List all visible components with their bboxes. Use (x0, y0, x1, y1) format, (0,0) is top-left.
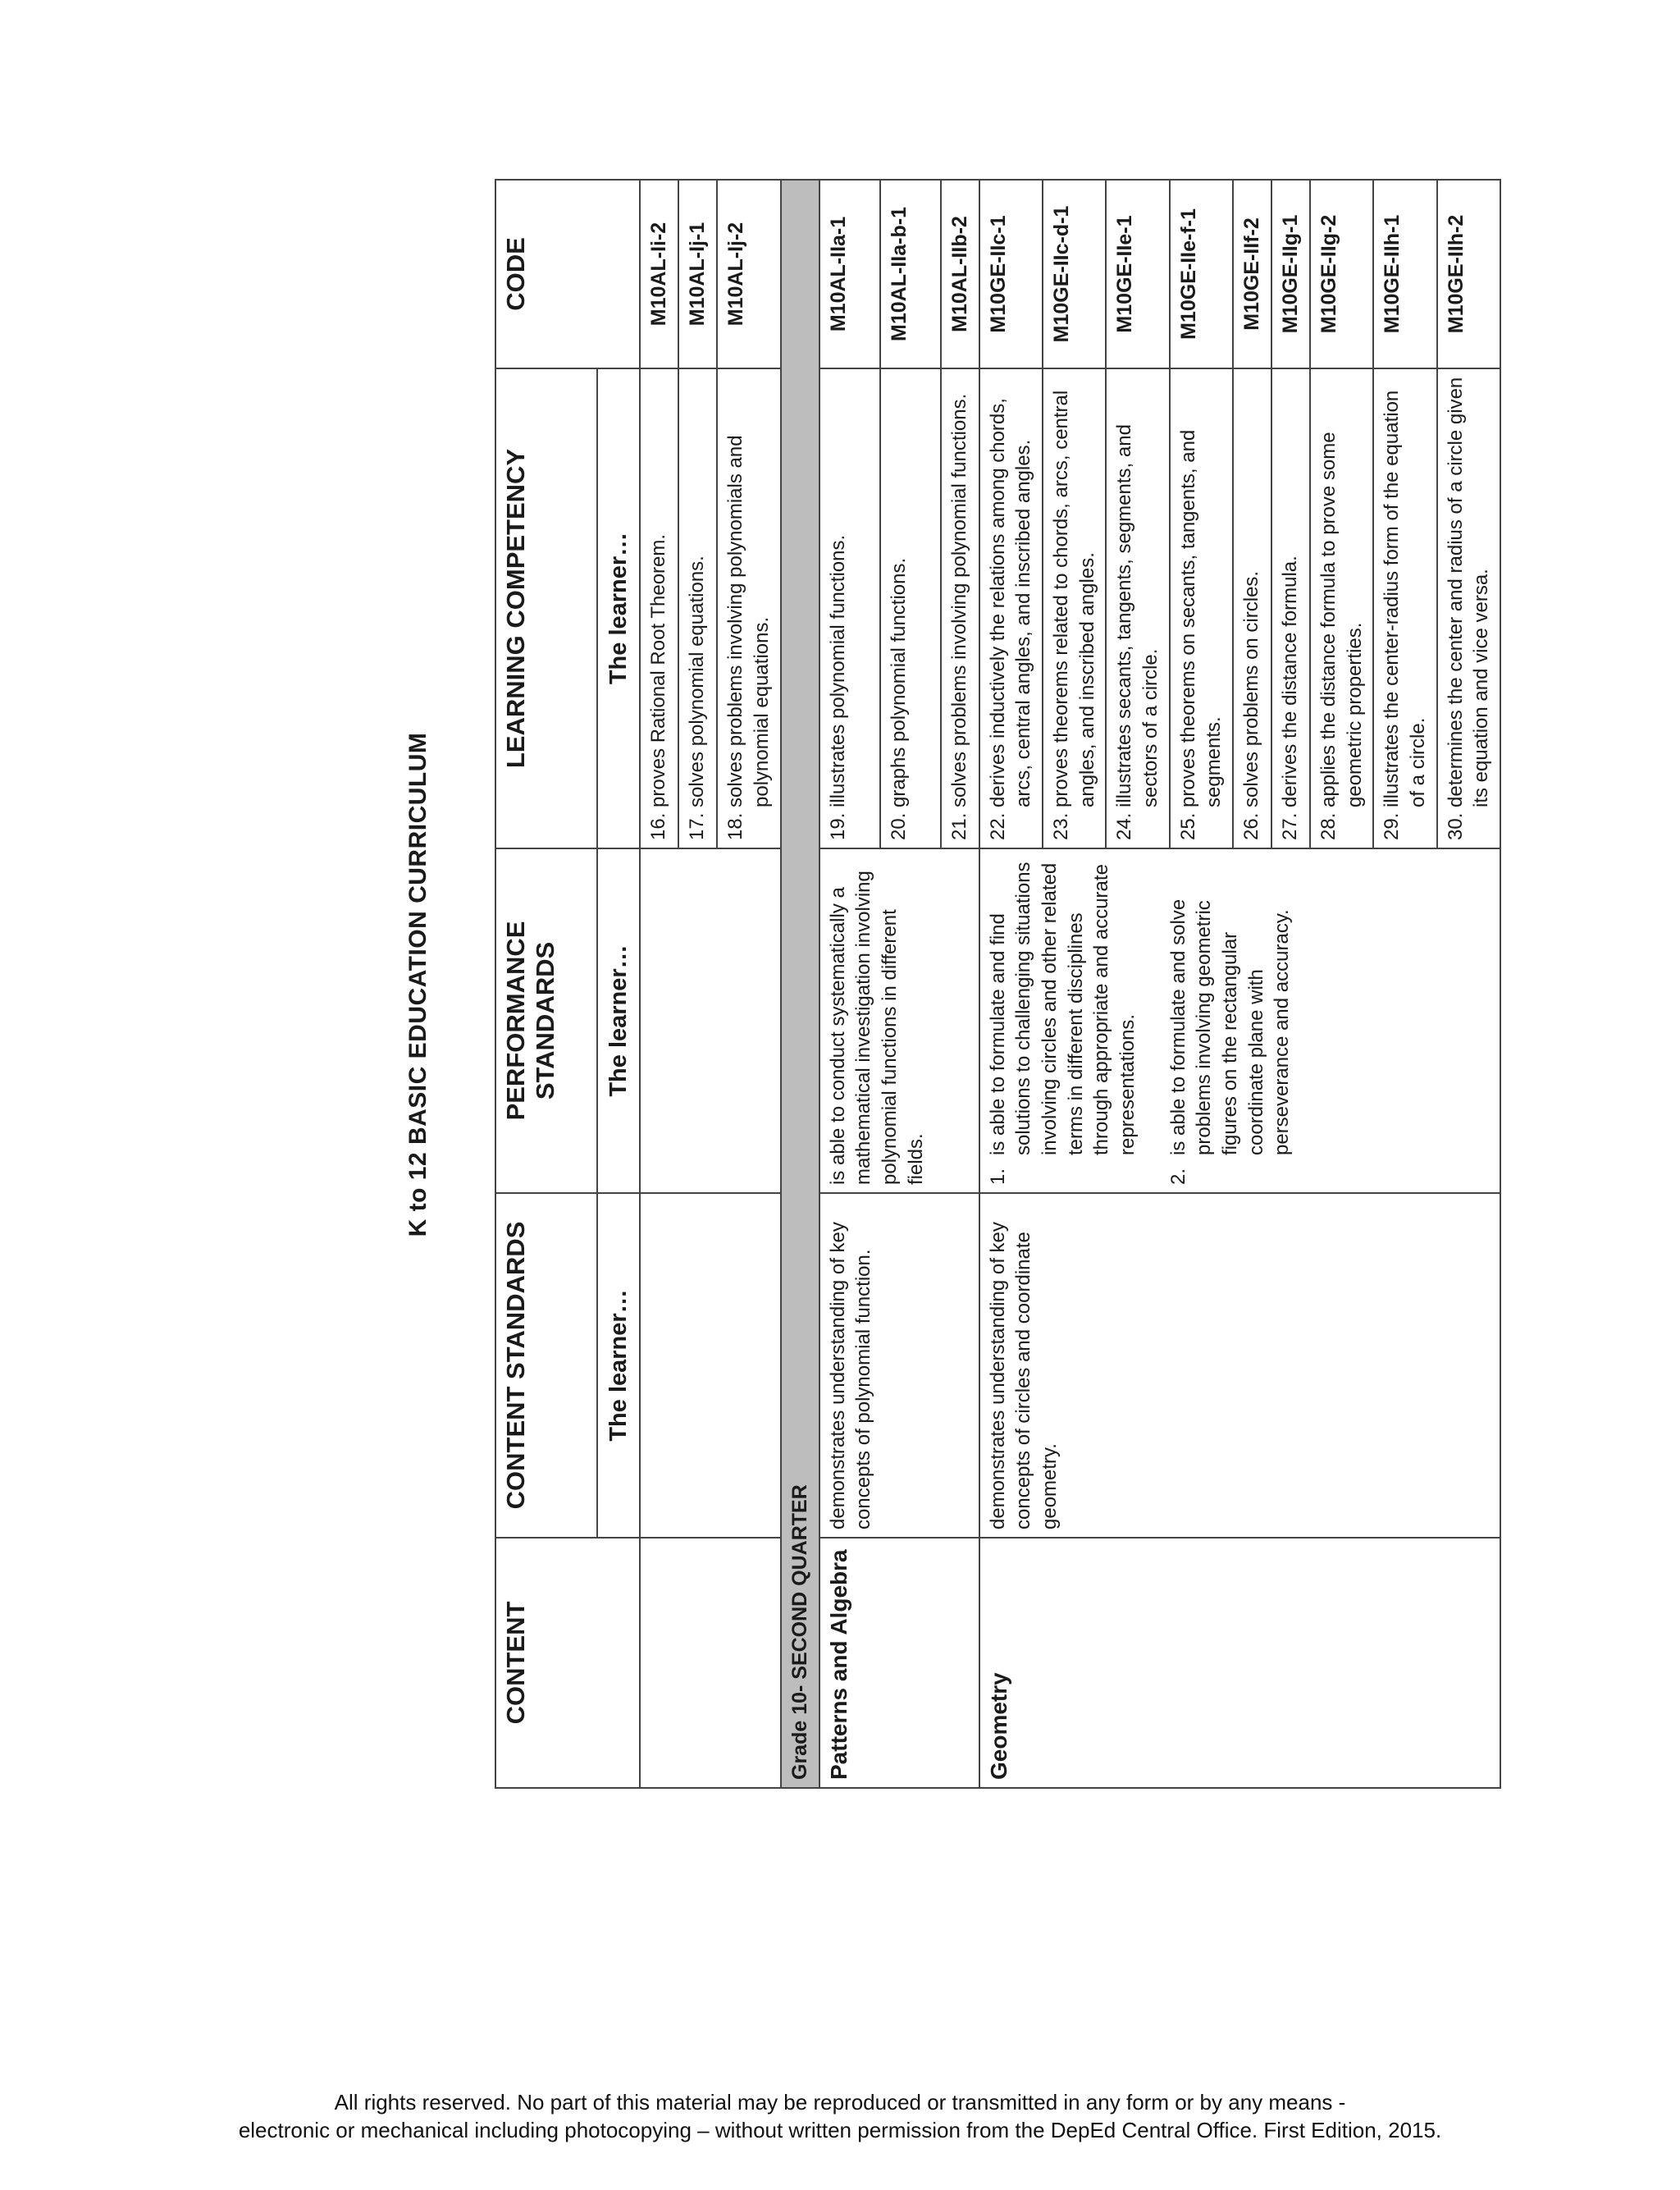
competency-cell (941, 368, 979, 848)
competency-number: 17. (686, 812, 709, 840)
competency-cell (1437, 368, 1500, 848)
competency-cell (1170, 368, 1233, 848)
competency-number: 28. (1317, 812, 1340, 840)
table-row (640, 180, 678, 1788)
quarter-label: Grade 10- SECOND QUARTER (781, 180, 819, 1788)
code-cell: M10GE-IIf-2 (1233, 180, 1271, 368)
code-cell: M10AL-IIa-1 (819, 180, 880, 368)
code-cell: M10GE-IIc-1 (979, 180, 1043, 368)
competency-text: illustrates secants, tangents, segments, and sectors of a circle. (1113, 424, 1162, 807)
competency-cell (880, 368, 941, 848)
competency-cell (1271, 368, 1310, 848)
code-cell: M10GE-IIg-1 (1271, 180, 1310, 368)
competency-number: 24. (1113, 812, 1136, 840)
empty-performance-standard-cell (640, 848, 780, 1193)
content-standard-patterns: demonstrates understanding of key concepts of polynomial function. (819, 1193, 979, 1538)
competency-text: determines the center and radius of a circle given its equation and vice versa. (1444, 377, 1493, 807)
competency-cell (979, 368, 1043, 848)
table-row (979, 180, 1043, 1788)
competency-text: graphs polynomial functions. (887, 557, 910, 807)
header-row (495, 180, 597, 1788)
competency-cell (1106, 368, 1169, 848)
competency-text: proves theorems on secants, tangents, and segments. (1176, 429, 1226, 807)
learner-label: The learner… (597, 1193, 640, 1538)
competency-cell (640, 368, 678, 848)
copyright-footer-line-2: electronic or mechanical including photocopying – without written permission from the DepEd Central Office. First Edition, 2015. (238, 2118, 1442, 2142)
competency-number: 21. (947, 812, 970, 840)
content-geometry: Geometry (979, 1538, 1500, 1788)
item-text: is able to formulate and find solutions to challenging situations involving circles and other related terms in different disciplines through appropriate and accurate representations. (986, 862, 1139, 1155)
item-number: 1. (986, 1168, 1009, 1185)
code-cell: M10AL-Ij-1 (678, 180, 717, 368)
learner-label: The learner… (597, 848, 640, 1193)
competency-text: derives inductively the relations among chords, arcs, central angles, and inscribed angles. (986, 398, 1035, 807)
competency-text: illustrates polynomial functions. (826, 534, 849, 807)
competency-cell (678, 368, 717, 848)
competency-cell (717, 368, 780, 848)
code-cell: M10GE-IIh-2 (1437, 180, 1500, 368)
competency-number: 29. (1381, 812, 1404, 840)
content-patterns-algebra: Patterns and Algebra (819, 1538, 979, 1788)
code-cell: M10AL-Ij-2 (717, 180, 780, 368)
code-cell: M10GE-IIc-d-1 (1043, 180, 1106, 368)
competency-cell (1373, 368, 1436, 848)
competency-text: solves problems on circles. (1239, 570, 1262, 807)
performance-standard-patterns: is able to conduct systematically a mathematical investigation involving polynomial functions in different fields. (819, 848, 979, 1193)
competency-text: proves Rational Root Theorem. (647, 533, 670, 807)
header-code: CODE (495, 180, 640, 368)
competency-number: 16. (647, 812, 670, 840)
competency-text: solves problems involving polynomial functions. (947, 393, 970, 807)
header-content: CONTENT (495, 1538, 640, 1788)
code-cell: M10AL-IIb-2 (941, 180, 979, 368)
competency-text: applies the distance formula to prove some geometric properties. (1317, 432, 1366, 807)
competency-number: 26. (1239, 812, 1262, 840)
document-title: K to 12 BASIC EDUCATION CURRICULUM (404, 732, 431, 1237)
curriculum-page (390, 181, 1522, 1789)
competency-number: 22. (986, 812, 1009, 840)
code-cell: M10GE-IIh-1 (1373, 180, 1436, 368)
competency-text: solves polynomial equations. (686, 556, 709, 807)
empty-content-cell (640, 1538, 780, 1788)
curriculum-table (495, 179, 1501, 1789)
competency-number: 30. (1444, 812, 1467, 840)
code-cell: M10AL-Ii-2 (640, 180, 678, 368)
competency-number: 18. (724, 812, 747, 840)
code-cell: M10GE-IIe-1 (1106, 180, 1169, 368)
competency-number: 23. (1049, 812, 1072, 840)
competency-number: 27. (1278, 812, 1301, 840)
item-text: is able to formulate and solve problems involving geometric figures on the rectangular coordinate plane with perseverance and accuracy. (1166, 898, 1294, 1155)
code-cell: M10GE-IIe-f-1 (1170, 180, 1233, 368)
competency-cell (1233, 368, 1271, 848)
empty-content-standard-cell (640, 1193, 780, 1538)
learner-label: The learner… (597, 368, 640, 848)
copyright-footer-line-1: All rights reserved. No part of this material may be reproduced or transmitted in any form or by any means - (334, 2090, 1346, 2115)
competency-text: proves theorems related to chords, arcs, central angles, and inscribed angles. (1049, 390, 1098, 807)
competency-number: 19. (826, 812, 849, 840)
competency-text: derives the distance formula. (1278, 556, 1301, 807)
competency-number: 20. (887, 812, 910, 840)
header-learning-competency: LEARNING COMPETENCY (495, 368, 597, 848)
performance-standard-item (985, 857, 1141, 1185)
code-cell: M10GE-IIg-2 (1310, 180, 1373, 368)
competency-cell (819, 368, 880, 848)
competency-text: illustrates the center-radius form of the equation of a circle. (1381, 390, 1429, 807)
competency-text: solves problems involving polynomials and polynomial equations. (724, 435, 773, 807)
competency-number: 25. (1176, 812, 1199, 840)
performance-standard-item (1166, 857, 1295, 1185)
code-cell: M10AL-IIa-b-1 (880, 180, 941, 368)
table-row (819, 180, 880, 1788)
performance-standard-geometry (979, 848, 1500, 1193)
header-content-standards: CONTENT STANDARDS (495, 1193, 597, 1538)
header-performance-standards: PERFORMANCE STANDARDS (495, 848, 597, 1193)
competency-cell (1310, 368, 1373, 848)
item-number: 2. (1166, 1168, 1189, 1185)
competency-cell (1043, 368, 1106, 848)
section-row (781, 180, 819, 1788)
content-standard-geometry: demonstrates understanding of key concepts of circles and coordinate geometry. (979, 1193, 1500, 1538)
